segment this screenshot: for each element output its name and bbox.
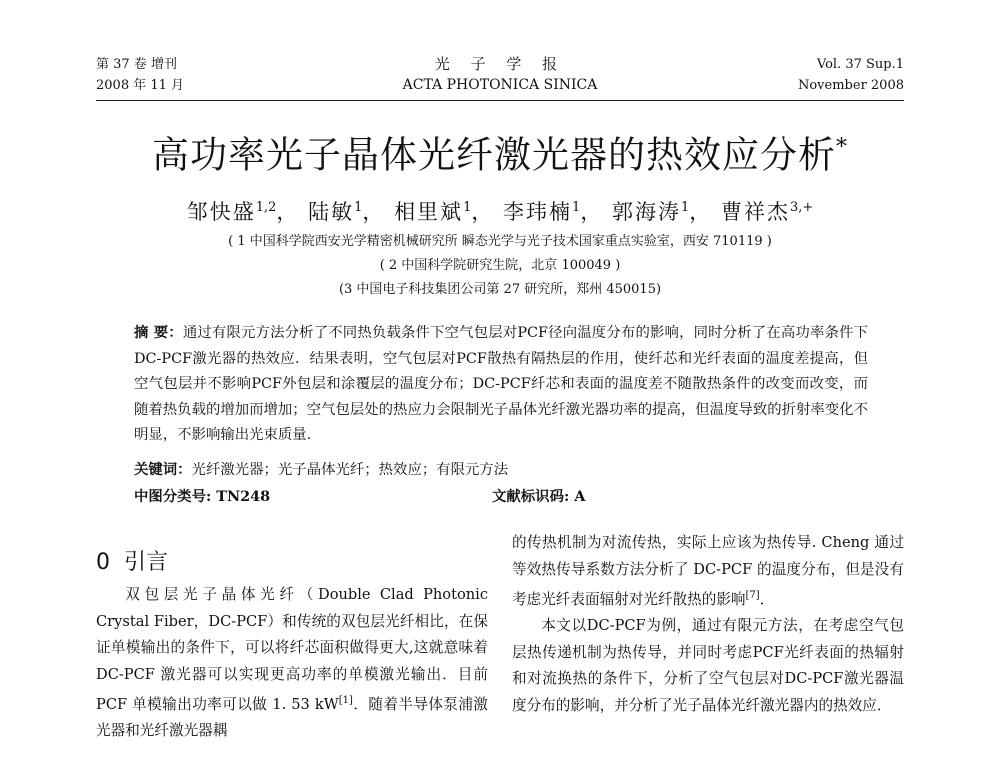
paragraph-text: 双包层光子晶体光纤（Double Clad Photonic Crystal Fiber，DC-PCF）和传统的双包层光纤相比，在保证单模输出的条件下，可以将纤芯面积做得更大,这就意味着 DC-PCF 激光器可以实现更高功率的单模激光输出．目前 PCF 单模输出功率可以做 1. 53 kW bbox=[96, 586, 488, 713]
author-affiliation: 1 bbox=[681, 200, 690, 215]
abstract-label: 摘 要： bbox=[134, 324, 183, 341]
header-right bbox=[798, 54, 904, 96]
document-code bbox=[492, 485, 585, 506]
paper-title-text: 高功率光子晶体光纤激光器的热效应分析 bbox=[152, 133, 836, 177]
title-footnote-mark: * bbox=[836, 135, 848, 160]
paragraph-text: 的传热机制为对流传热，实际上应该为热传导. Cheng 通过等效热传导系数方法分析了 DC-PCF 的温度分布，但是没有考虑光纤表面辐射对光纤散热的影响 bbox=[512, 534, 904, 608]
document-code-label: 文献标识码: bbox=[492, 488, 570, 505]
volume-info-en: Vol. 37 Sup.1 bbox=[816, 57, 904, 72]
right-column bbox=[512, 530, 904, 719]
left-column bbox=[96, 582, 488, 745]
abstract-text: 通过有限元方法分析了不同热负载条件下空气包层对PCF径向温度分布的影响，同时分析了在高功率条件下DC-PCF激光器的热效应．结果表明，空气包层对PCF散热有隔热层的作用，使纤芯和光纤表面的温度差提高，但空气包层并不影响PCF外包层和涂覆层的温度分布；DC-PCF纤芯和表面的温度差不随散热条件的改变而改变，而随着热负载的增加而增加；空气包层处的热应力会限制光子晶体光纤激光器功率的提高，但温度导致的折射率变化不明显，不影响输出光束质量． bbox=[134, 325, 869, 443]
keywords-text: 光纤激光器；光子晶体光纤；热效应；有限元方法 bbox=[191, 462, 509, 478]
volume-info: 第 37 卷 增刊 bbox=[96, 57, 177, 72]
citation: [1] bbox=[338, 695, 353, 706]
section-heading bbox=[96, 545, 168, 576]
author-affiliation: 1 bbox=[463, 200, 472, 215]
section-number: 0 bbox=[96, 550, 110, 575]
paragraph: 本文以DC-PCF为例，通过有限元方法，在考虑空气包层热传递机制为热传导，并同时考虑PCF光纤表面的热辐射和对流换热的条件下，分析了空气包层对DC-PCF激光器温度分布的影响，并分析了光子晶体光纤激光器内的热效应． bbox=[512, 617, 904, 714]
section-title: 引言 bbox=[124, 550, 169, 575]
journal-header bbox=[96, 54, 904, 100]
author-separator: ， bbox=[689, 200, 713, 224]
date-cn: 2008 年 11 月 bbox=[96, 78, 185, 93]
affiliation-2: ( 2 中国科学院研究生院，北京 100049 ) bbox=[379, 258, 621, 273]
classification-value: TN248 bbox=[216, 488, 271, 505]
paragraph-text: ．随着半导体泵浦激光器和光纤激光器耦 bbox=[96, 695, 488, 740]
journal-name-cn: 光 子 学 报 bbox=[434, 55, 566, 73]
author-affiliation: 3,+ bbox=[789, 200, 814, 215]
author-name: 相里斌 bbox=[394, 200, 464, 224]
author-affiliation: 1,2 bbox=[255, 200, 277, 215]
author-name: 陆敏 bbox=[308, 200, 355, 224]
author-name: 郭海涛 bbox=[612, 200, 681, 224]
author-separator: ， bbox=[362, 200, 386, 224]
author-name: 李玮楠 bbox=[503, 200, 573, 224]
paragraph bbox=[512, 530, 904, 613]
author-affiliation: 1 bbox=[572, 200, 581, 215]
document-code-value: A bbox=[574, 488, 586, 505]
affiliation-1: ( 1 中国科学院西安光学精密机械研究所 瞬态光学与光子技术国家重点实验室，西安 710119 ) bbox=[228, 234, 772, 249]
keywords-label: 关键词： bbox=[134, 461, 192, 478]
journal-name-en: ACTA PHOTONICA SINICA bbox=[402, 77, 598, 93]
date-en: November 2008 bbox=[797, 78, 904, 93]
affiliation-3: (3 中国电子科技集团公司第 27 研究所，郑州 450015) bbox=[338, 282, 662, 297]
author-name: 曹祥杰 bbox=[720, 200, 790, 224]
paragraph bbox=[96, 582, 488, 745]
paragraph-text: ． bbox=[759, 590, 775, 608]
author-separator: ， bbox=[471, 200, 495, 224]
header-center bbox=[96, 54, 904, 96]
author-list bbox=[0, 196, 1000, 226]
author-name: 邹快盛 bbox=[186, 200, 256, 224]
author-separator: ， bbox=[580, 200, 604, 224]
header-rule bbox=[96, 100, 904, 101]
citation: [7] bbox=[745, 590, 760, 601]
author-affiliation: 1 bbox=[354, 200, 363, 215]
author-separator: ， bbox=[276, 200, 300, 224]
paper-title bbox=[0, 122, 1000, 181]
keywords bbox=[134, 458, 508, 479]
classification-label: 中图分类号: bbox=[134, 488, 212, 505]
classification-number bbox=[134, 485, 270, 506]
abstract bbox=[134, 320, 868, 449]
